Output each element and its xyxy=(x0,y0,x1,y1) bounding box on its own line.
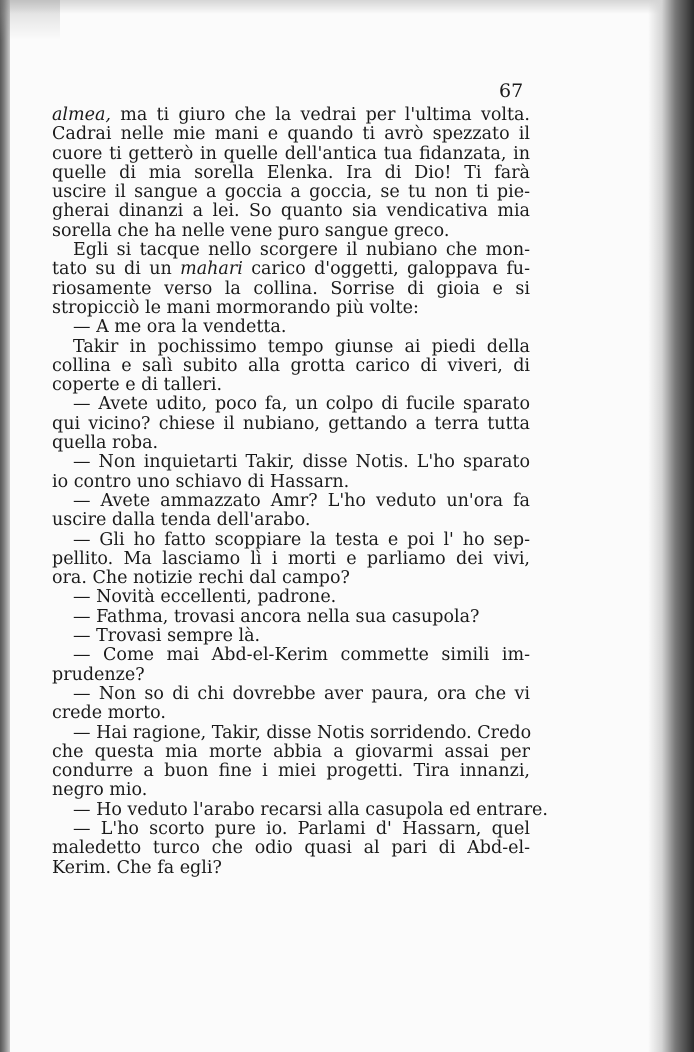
text-line: condurre a buon fine i miei progetti. Tira innanzi, xyxy=(52,761,530,782)
text-line: Egli si tacque nello scorgere il nubiano che mon- xyxy=(73,240,530,261)
italic-word: mahari xyxy=(180,259,243,280)
body-text xyxy=(52,105,548,878)
text-line: — Come mai Abd-el-Kerim commette simili im- xyxy=(73,645,530,666)
page-top-shadow xyxy=(0,0,694,14)
text-line: — Ho veduto l'arabo recarsi alla casupola ed entrare. xyxy=(73,799,548,820)
text-line: gherai dinanzi a lei. So quanto sia vendicativa mia xyxy=(52,201,530,222)
text-line: maledetto turco che odio quasi al pari di Abd-el- xyxy=(52,838,530,859)
text-line: Kerim. Che fa egli? xyxy=(52,857,222,878)
italic-word: almea, xyxy=(52,105,111,125)
text-line: io contro uno schiavo di Hassarn. xyxy=(52,471,350,492)
text-line: quelle di mia sorella Elenka. Ira di Dio! Ti farà xyxy=(52,162,530,183)
page-left-edge xyxy=(0,0,10,1052)
page-corner-smudge xyxy=(0,0,60,40)
text-line: Cadrai nelle mie mani e quando ti avrò spezzato il xyxy=(52,124,530,145)
text-line: tato su di un mahari carico d'oggetti, galoppava fu- xyxy=(52,259,530,280)
text-line: che questa mia morte abbia a giovarmi assai per xyxy=(52,741,530,762)
text-line: — Non inquietarti Takir, disse Notis. L'ho sparato xyxy=(73,452,530,473)
text-line: almea, ma ti giuro che la vedrai per l'ultima volta. xyxy=(52,105,530,125)
text-line: — Avete ammazzato Amr? L'ho veduto un'ora fa xyxy=(73,490,530,511)
text-line: Takir in pochissimo tempo giunse ai piedi della xyxy=(73,336,530,357)
text-line: prudenze? xyxy=(52,664,145,685)
text-line: sorella che ha nelle vene puro sangue greco. xyxy=(52,220,450,241)
text-line: quella roba. xyxy=(52,433,159,454)
book-binding-edge xyxy=(648,0,694,1052)
text-line: collina e salì subito alla grotta carico di viveri, di xyxy=(52,355,530,376)
text-line: negro mio. xyxy=(52,780,148,801)
text-line: riosamente verso la collina. Sorrise di gioia e si xyxy=(52,278,530,299)
text-line: uscire il sangue a goccia a goccia, se tu non ti pie- xyxy=(52,182,530,203)
text-line: qui vicino? chiese il nubiano, gettando a terra tutta xyxy=(52,413,530,434)
text-line: pellito. Ma lasciamo lì i morti e parliamo dei vivi, xyxy=(52,548,530,569)
text-line: — Avete udito, poco fa, un colpo di fucile sparato xyxy=(73,394,530,415)
text-line: — Gli ho fatto scoppiare la testa e poi l' ho sep- xyxy=(73,529,530,550)
text-line: — L'ho scorto pure io. Parlami d' Hassarn, quel xyxy=(73,818,530,839)
text-line: — Trovasi sempre là. xyxy=(73,626,261,647)
text-line: — Fathma, trovasi ancora nella sua casupola? xyxy=(73,606,480,627)
text-line: crede morto. xyxy=(52,703,166,724)
text-line: — Non so di chi dovrebbe aver paura, ora che vi xyxy=(73,683,530,704)
text-line: stropicciò le mani mormorando più volte: xyxy=(52,297,419,318)
text-line: cuore ti getterò in quelle dell'antica tua fidanzata, in xyxy=(52,143,530,164)
text-line: — Novità eccellenti, padrone. xyxy=(73,587,337,608)
text-line: coperte e di talleri. xyxy=(52,375,223,396)
text-line: ora. Che notizie rechi dal campo? xyxy=(52,568,350,589)
text-line: — Hai ragione, Takir, disse Notis sorridendo. Credo xyxy=(73,722,532,743)
page-number: 67 xyxy=(499,80,524,102)
text-line: uscire dalla tenda dell'arabo. xyxy=(52,510,311,531)
text-line: — A me ora la vendetta. xyxy=(73,317,287,338)
